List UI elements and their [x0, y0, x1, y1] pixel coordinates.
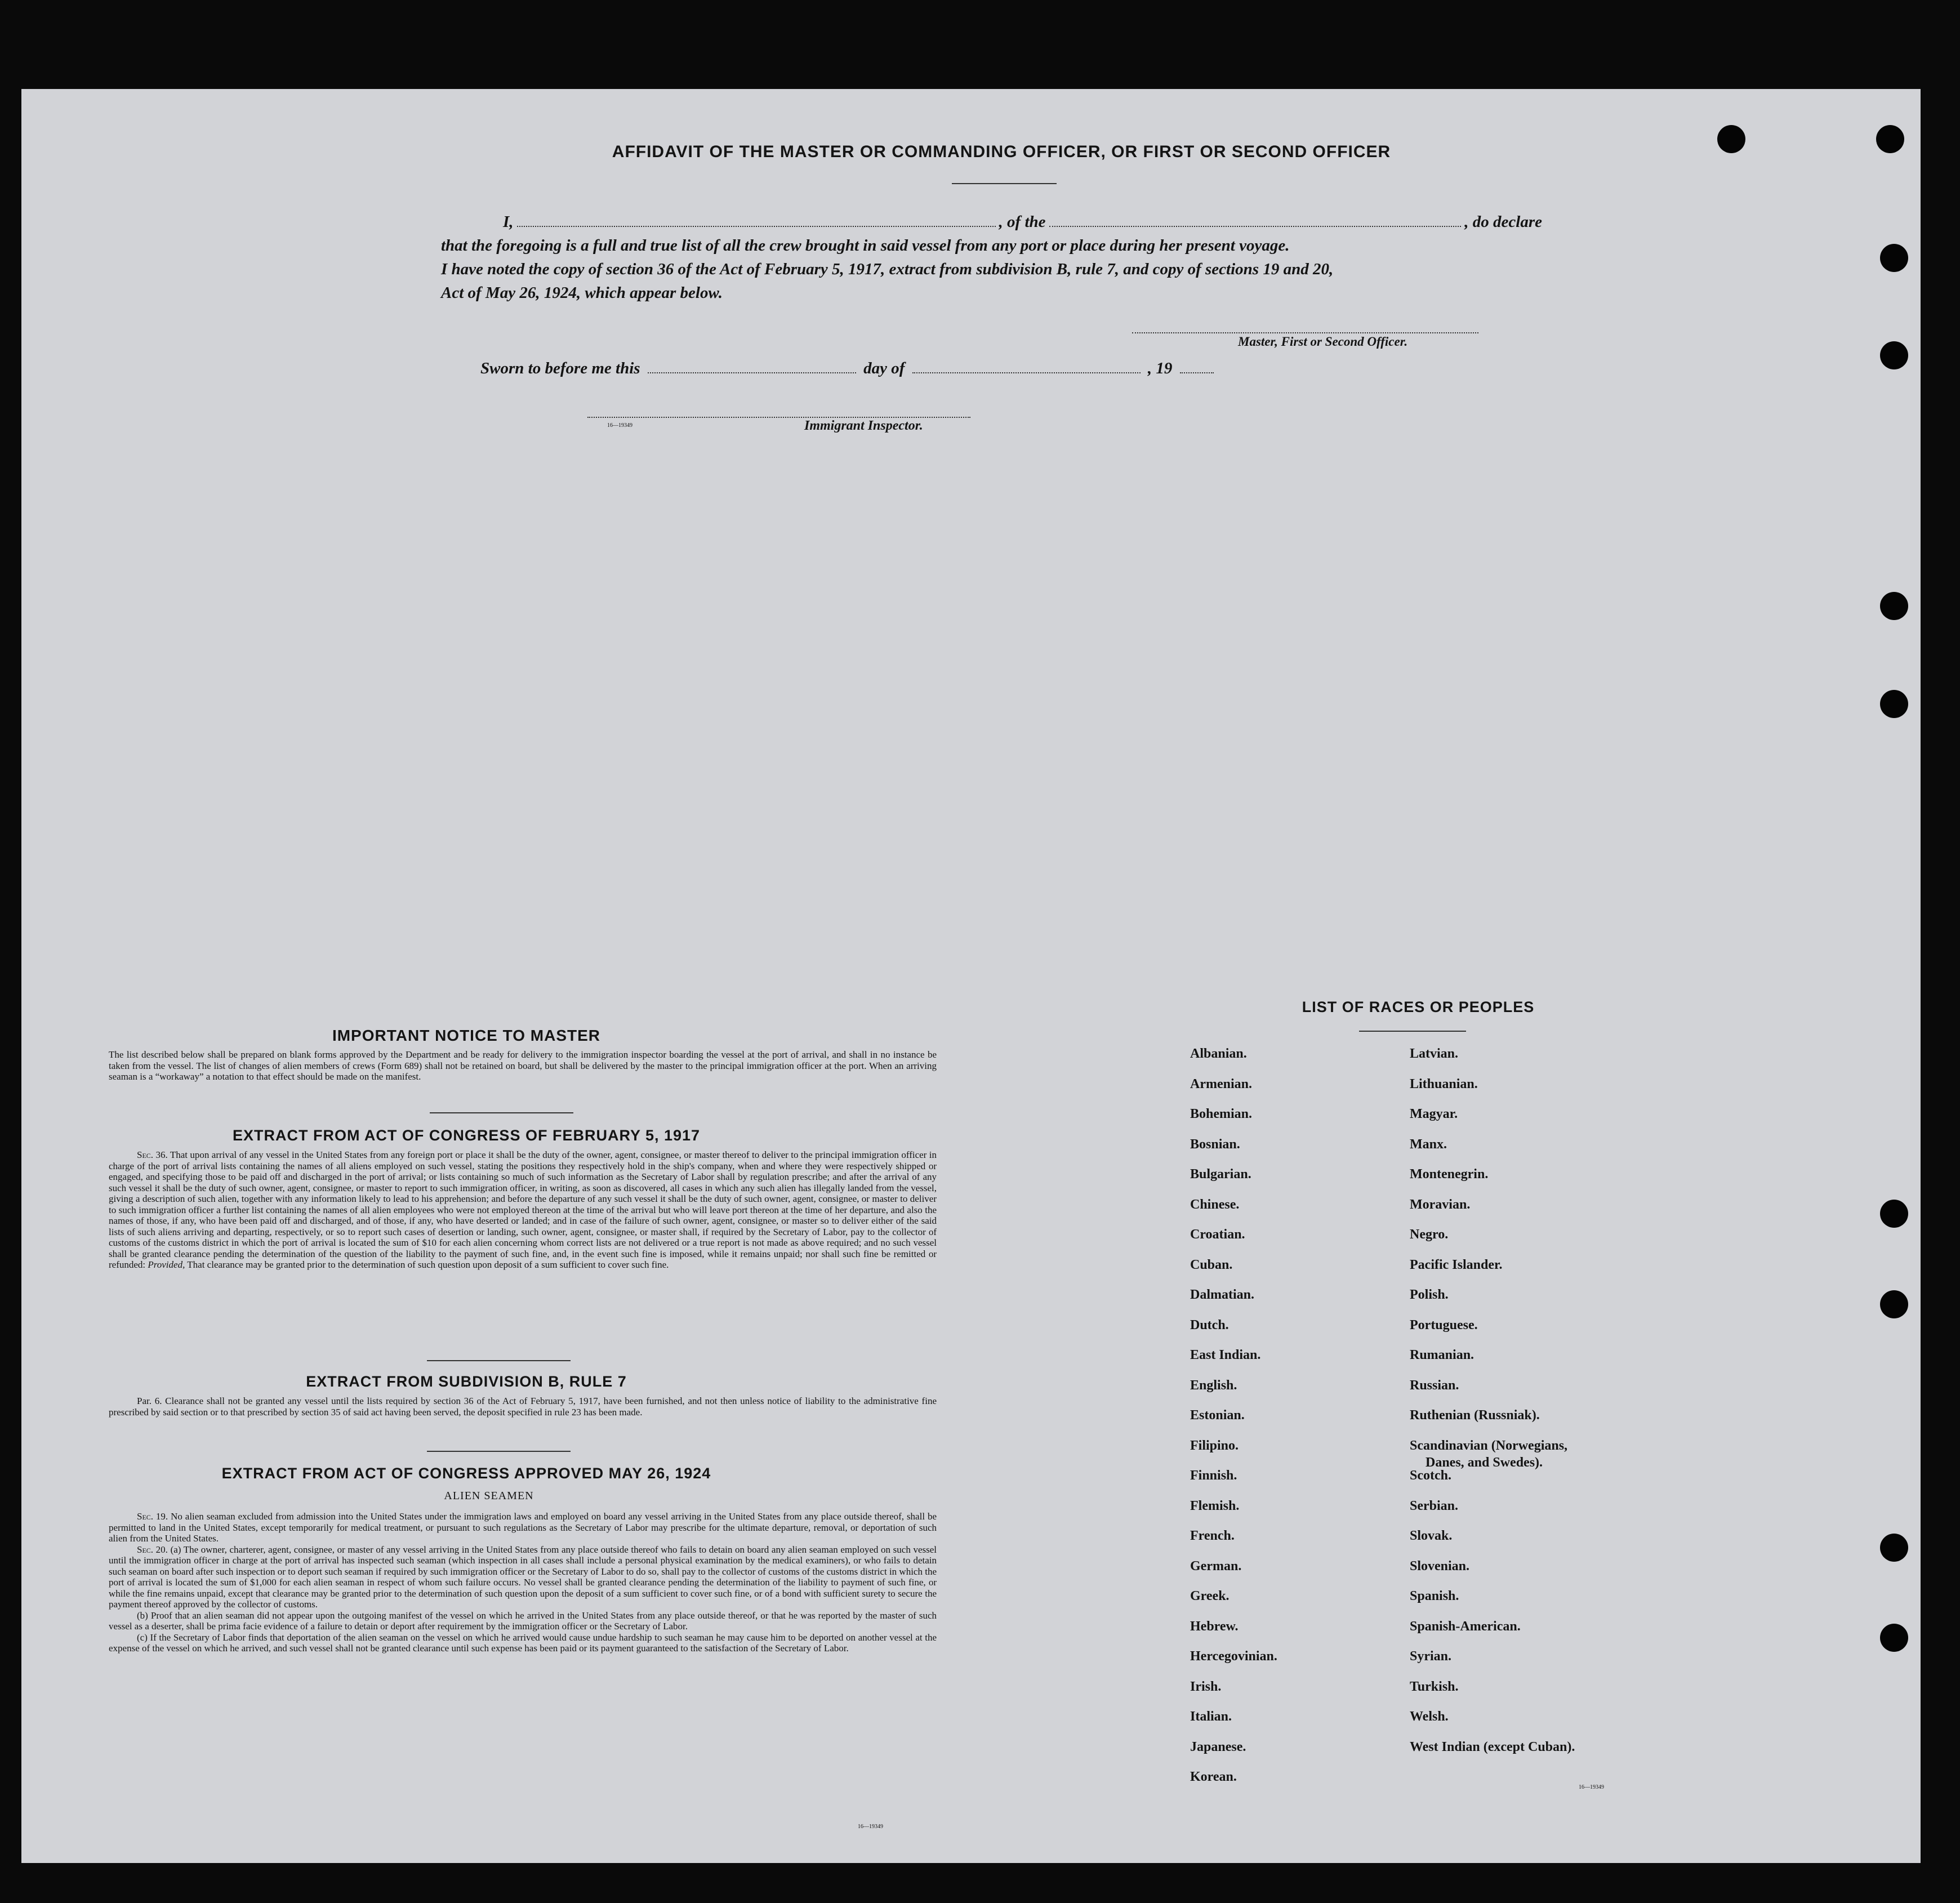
- sworn-line: [480, 359, 1217, 378]
- race-item: Spanish.: [1410, 1589, 1459, 1603]
- race-item: Bohemian.: [1190, 1107, 1253, 1121]
- race-item: Scotch.: [1410, 1468, 1451, 1483]
- race-item: Irish.: [1190, 1679, 1222, 1694]
- races-left-column: [1190, 1046, 1404, 1891]
- race-item: Negro.: [1410, 1227, 1449, 1242]
- race-item: Cuban.: [1190, 1257, 1233, 1272]
- race-item: Slovak.: [1410, 1528, 1453, 1543]
- race-item: Rumanian.: [1410, 1348, 1475, 1362]
- race-item: Montenegrin.: [1410, 1167, 1489, 1182]
- inspector-signature-line[interactable]: [587, 416, 970, 418]
- race-item: Spanish-American.: [1410, 1619, 1521, 1634]
- sec-36-text: That upon arrival of any vessel in the United States from any foreign port or place it shall be the duty of the owner, agent, consignee, or master thereof to deliver to the principal immigration officer in charge of the port of arrival lists containing the names of all aliens employed on such vessel, stating the positions they respectively hold in the ship's company, when and where they were respectively shipped or engaged, and specifying those to be paid off and discharged in the port of arrival; or lists containing so much of such information as the Secretary of Labor shall by regulation prescribe; and after the arrival of any such vessel it shall be the duty of such owner, agent, consignee, or master to report to such immigration officer, in writing, as soon as discovered, all cases in which any such alien has illegally landed from the vessel, giving a description of such alien, together with any information likely to lead to his apprehension; and before the departure of any such vessel it shall be the duty of such owner, agent, consignee, or master to deliver to such immigration officer a further list containing the names of all alien employees who were not employed thereon at the time of the arrival but who will leave port thereon at the time of her departure, and also the names of those, if any, who have been paid off and discharged, and of those, if any, who have deserted or landed; and in case of the failure of such owner, agent, consignee, or master so to deliver either of the said lists of such aliens arriving and departing, respectively, or so to report such cases of desertion or landing, such owner, agent, consignee, or master shall, if required by the Secretary of Labor, pay to the collector of customs of the customs district in which the port of arrival is located the sum of $10 for each alien concerning whom correct lists are not delivered or a true report is not made as above required; and no such vessel shall be granted clearance pending the determination of the question of the liability to the payment of such fine, and, in the event such fine is imposed, while it remains unpaid; nor shall such fine be remitted or refunded:: [109, 1149, 937, 1270]
- declaration-i: I,: [503, 213, 514, 231]
- master-signature-label: Master, First or Second Officer.: [1238, 335, 1408, 349]
- notice-title: IMPORTANT NOTICE TO MASTER: [332, 1027, 601, 1044]
- race-item: Ruthenian (Russniak).: [1410, 1408, 1540, 1423]
- divider: [427, 1360, 571, 1361]
- race-item: Lithuanian.: [1410, 1076, 1478, 1091]
- master-signature-line[interactable]: [1132, 331, 1478, 333]
- declaration-block: [441, 210, 1542, 305]
- race-item: Welsh.: [1410, 1709, 1449, 1724]
- race-item: Korean.: [1190, 1770, 1237, 1784]
- form-number: 16—19349: [607, 422, 632, 429]
- divider: [430, 1112, 573, 1113]
- punch-hole: [1880, 341, 1908, 369]
- race-item: Pacific Islander.: [1410, 1257, 1503, 1272]
- extract-rule7-title: EXTRACT FROM SUBDIVISION B, RULE 7: [306, 1373, 627, 1390]
- sec-19-text: No alien seaman excluded from admission into the United States under the immigration laws and employed on board any vessel arriving in the United States from any place outside thereof, shall be permitted to land in the United States, except temporarily for medical treatment, or pursuant to such regulations as the Secretary of Labor may prescribe for the ultimate departure, removal, or deportation of such alien from the United States.: [109, 1511, 937, 1544]
- race-item: Slovenian.: [1410, 1558, 1470, 1574]
- race-item: Chinese.: [1190, 1197, 1240, 1212]
- sec-36-label: Sec. 36.: [137, 1149, 168, 1160]
- punch-hole: [1880, 592, 1908, 620]
- race-item: Polish.: [1410, 1287, 1449, 1302]
- race-item: Filipino.: [1190, 1438, 1239, 1453]
- race-item: Syrian.: [1410, 1649, 1452, 1664]
- sec-20b: (b) Proof that an alien seaman did not appear upon the outgoing manifest of the vessel on which he arrived in the United States from any place outside thereof, or that he was reported by the master of such vessel as a deserter, shall be prima facie evidence of a failure to detain or deport after requirement by the immigration officer or the Secretary of Labor.: [109, 1610, 937, 1632]
- race-item: Japanese.: [1190, 1739, 1246, 1754]
- punch-hole: [1880, 1200, 1908, 1228]
- extract-1917-text: [109, 1149, 937, 1271]
- sworn-day-field[interactable]: [648, 361, 856, 373]
- sworn-year-field[interactable]: [1180, 361, 1214, 373]
- divider: [1359, 1031, 1466, 1032]
- sec-20c: (c) If the Secretary of Labor finds that deportation of the alien seaman on the vessel on which he arrived would cause undue hardship to such seaman he may cause him to be deported on another vessel at the expense of the vessel on which he arrived, and such vessel shall not be granted clearance until such expense has been paid or its payment guaranteed to the satisfaction of the Secretary of Labor.: [109, 1632, 937, 1654]
- punch-hole: [1880, 1624, 1908, 1652]
- sec-20a: [109, 1544, 937, 1610]
- punch-hole: [1880, 690, 1908, 718]
- race-item: Bulgarian.: [1190, 1167, 1251, 1182]
- divider: [427, 1451, 571, 1452]
- master-name-field[interactable]: [517, 215, 996, 227]
- sworn-year: , 19: [1147, 359, 1173, 377]
- sec-20-label: Sec. 20.: [137, 1544, 168, 1555]
- extract-rule7-text: Par. 6. Clearance shall not be granted any vessel until the lists required by section 36 of the Act of February 5, 1917, have been furnished, and not then unless notice of liability to the administrative fine prescribed by said section or to that prescribed by section 35 of said act having been served, the deposit specified in rule 23 has been made.: [109, 1396, 937, 1418]
- sworn-month-field[interactable]: [912, 361, 1141, 373]
- declaration-do-declare: , do declare: [1464, 213, 1542, 231]
- race-item: West Indian (except Cuban).: [1410, 1739, 1575, 1754]
- race-item: Hercegovinian.: [1190, 1649, 1277, 1664]
- declaration-line-2: that the foregoing is a full and true list of all the crew brought in said vessel from any port or place during her present voyage.: [441, 237, 1290, 255]
- provided-label: Provided,: [148, 1259, 185, 1270]
- punch-hole: [1717, 125, 1745, 153]
- inspector-label: Immigrant Inspector.: [804, 418, 923, 433]
- sec-19: [109, 1511, 937, 1544]
- race-item: Croatian.: [1190, 1227, 1245, 1242]
- race-item: Estonian.: [1190, 1408, 1245, 1423]
- race-item: Flemish.: [1190, 1498, 1240, 1513]
- sec-36-text-end: That clearance may be granted prior to the determination of such question upon deposit of a sum sufficient to cover such fine.: [187, 1259, 669, 1270]
- race-item: Italian.: [1190, 1709, 1232, 1724]
- notice-text: The list described below shall be prepared on blank forms approved by the Department and be ready for delivery to the immigration inspector boarding the vessel at the port of arrival, and shall in no instance be taken from the vessel. The list of changes of alien members of crews (Form 689) shall not be retained on board, but shall be delivered by the master to the principal immigration officer at the port. When an arriving seaman is a “workaway” a notation to that effect should be made on the manifest.: [109, 1049, 937, 1082]
- declaration-of-the: , of the: [999, 213, 1046, 231]
- divider: [952, 183, 1057, 184]
- declaration-line-3: I have noted the copy of section 36 of the Act of February 5, 1917, extract from subdivision B, rule 7, and copy of sections 19 and 20,: [441, 260, 1334, 278]
- races-title: LIST OF RACES OR PEOPLES: [1302, 999, 1535, 1015]
- race-item: Hebrew.: [1190, 1619, 1239, 1634]
- extract-1924-text: [109, 1511, 937, 1654]
- form-number: 16—19349: [1579, 1784, 1604, 1790]
- sec-19-label: Sec. 19.: [137, 1511, 168, 1522]
- vessel-name-field[interactable]: [1049, 215, 1462, 227]
- form-number: 16—19349: [858, 1824, 883, 1830]
- race-item: Armenian.: [1190, 1076, 1252, 1091]
- race-item: English.: [1190, 1378, 1237, 1393]
- race-item: Scandinavian (Norwegians,: [1410, 1438, 1568, 1453]
- race-item: Latvian.: [1410, 1046, 1459, 1061]
- declaration-line-1: [441, 210, 1542, 234]
- punch-hole: [1880, 1290, 1908, 1318]
- race-item: Greek.: [1190, 1589, 1230, 1603]
- race-item: Serbian.: [1410, 1498, 1459, 1513]
- race-item: Bosnian.: [1190, 1137, 1240, 1152]
- extract-1917-title: EXTRACT FROM ACT OF CONGRESS OF FEBRUARY 5, 1917: [232, 1127, 701, 1144]
- races-right-column: [1410, 1046, 1674, 1891]
- affidavit-title: AFFIDAVIT OF THE MASTER OR COMMANDING OFFICER, OR FIRST OR SECOND OFFICER: [612, 142, 1391, 161]
- punch-hole: [1880, 244, 1908, 272]
- extract-1924-title: EXTRACT FROM ACT OF CONGRESS APPROVED MAY 26, 1924: [221, 1465, 711, 1482]
- punch-hole: [1880, 1534, 1908, 1562]
- race-item: Manx.: [1410, 1137, 1447, 1152]
- race-item: Portuguese.: [1410, 1317, 1478, 1332]
- race-item: Turkish.: [1410, 1679, 1459, 1694]
- sec-20a-text: (a) The owner, charterer, agent, consignee, or master of any vessel arriving in the United States from any place outside thereof who fails to detain on board any alien seaman employed on such vessel until the immigration officer in charge at the port of arrival has inspected such seaman (which inspection in all cases shall include a personal physical examination by the medical examiners), or who fails to detain such seaman on board after such inspection or to deport such seaman if required by such immigration officer or the Secretary of Labor to do so, shall pay to the collector of customs of the customs district in which the port of arrival is located the sum of $1,000 for each alien seaman in respect of whom such failure occurs. No vessel shall be granted clearance pending the determination of the liability to payment of such fine, or while the fine remains unpaid, except that clearance may be granted prior to the determination of such question upon the deposit of a sum sufficient to cover such fine, or of a bond with sufficient surety to secure the payment thereof approved by the collector of customs.: [109, 1544, 937, 1610]
- declaration-line-4: Act of May 26, 1924, which appear below.: [441, 284, 723, 302]
- race-item: German.: [1190, 1558, 1242, 1574]
- race-item: Danes, and Swedes).: [1426, 1455, 1543, 1470]
- sworn-day-of: day of: [863, 359, 905, 377]
- race-item: Dutch.: [1190, 1317, 1229, 1332]
- race-item: East Indian.: [1190, 1348, 1261, 1362]
- race-item: Finnish.: [1190, 1468, 1237, 1483]
- race-item: French.: [1190, 1528, 1235, 1543]
- race-item: Magyar.: [1410, 1107, 1458, 1121]
- sworn-prefix: Sworn to before me this: [480, 359, 640, 377]
- race-item: Dalmatian.: [1190, 1287, 1254, 1302]
- punch-hole: [1876, 125, 1904, 153]
- race-item: Albanian.: [1190, 1046, 1247, 1061]
- alien-seamen-subtitle: ALIEN SEAMEN: [444, 1490, 534, 1502]
- race-item: Moravian.: [1410, 1197, 1471, 1212]
- race-item: Russian.: [1410, 1378, 1459, 1393]
- form-sheet: [21, 89, 1921, 1863]
